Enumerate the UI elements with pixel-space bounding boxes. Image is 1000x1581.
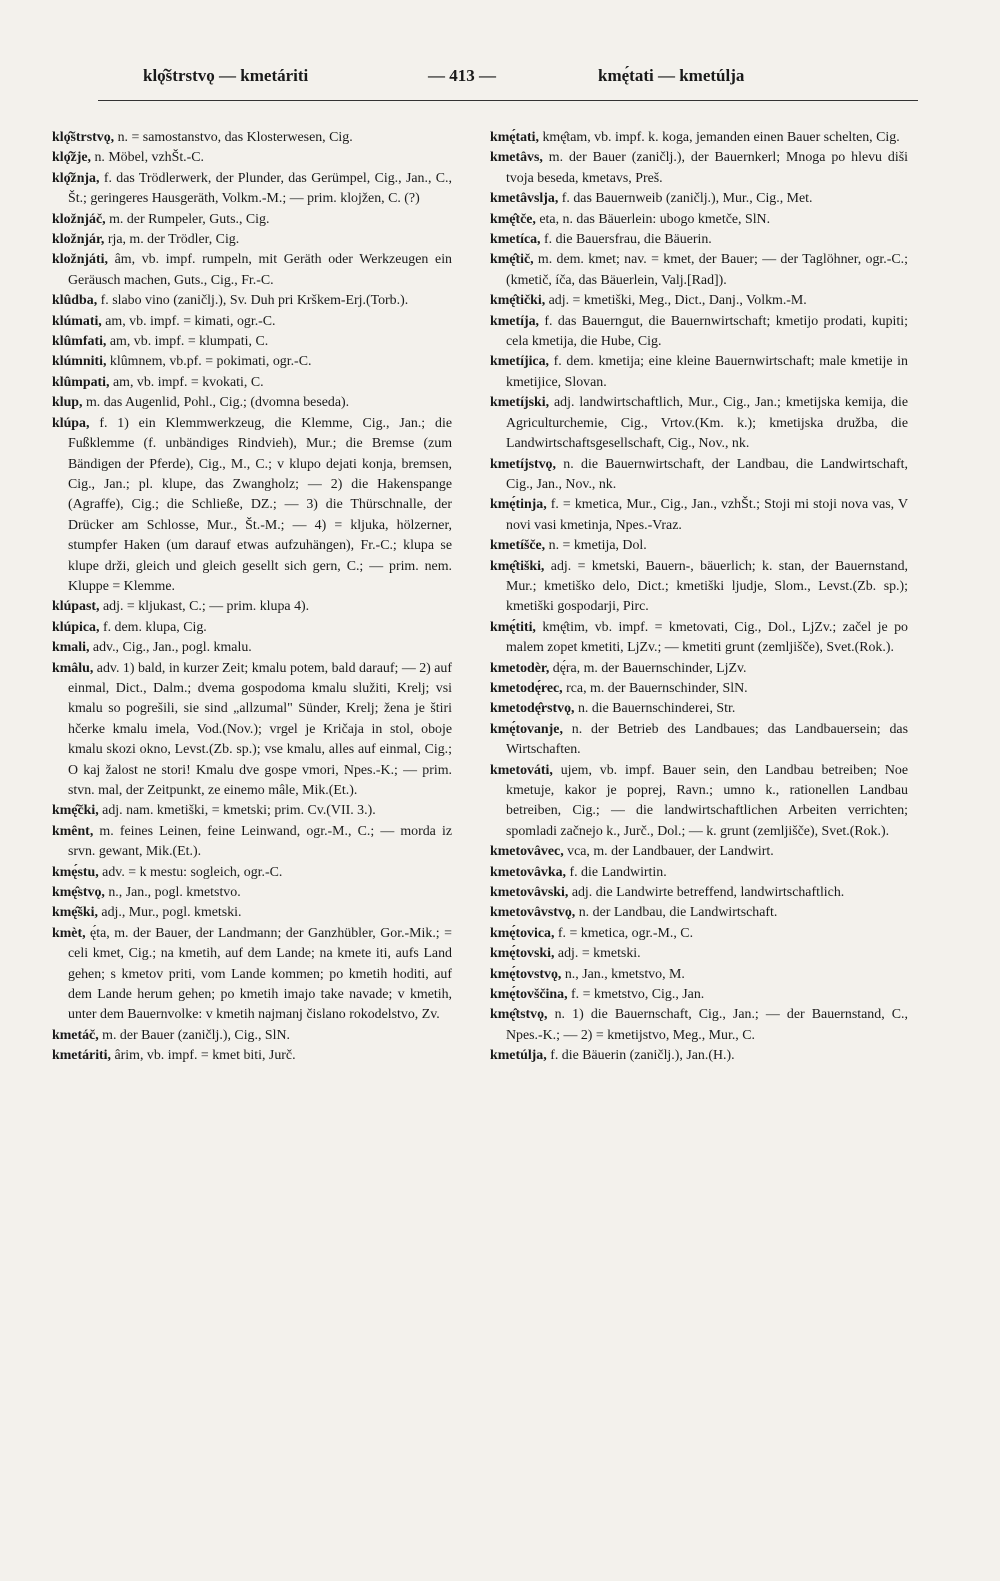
entry-headword: kmênt, [52,823,94,839]
dictionary-entry [52,883,452,903]
entry-headword: kmę́tovski, [490,946,555,962]
entry-definition: f. die Bauersfrau, die Bäuerin. [540,232,712,248]
entry-headword: kmę̂tče, [490,211,536,227]
entry-definition: rja, m. der Trödler, Cig. [104,232,240,248]
dictionary-entry [52,618,452,638]
running-header [98,66,918,90]
entry-definition: n. die Bauernschinderei, Str. [574,701,736,717]
entry-headword: kmâlu, [52,660,94,676]
entry-definition: n. der Landbau, die Landwirtschaft. [575,905,778,921]
entry-definition: adv. 1) bald, in kurzer Zeit; kmalu potem, bald darauf; — 2) auf einmal, Dict., Dalm.; dvema gospodoma kmalu služiti, Krelj; vsi kmalu so pogrešili, sie sind „allzumal" Sünder, Krelj; žena je štiri hčerke kmalu imela, Vod.(Nov.); vrgel je Kričaja in stol, oboje kmalu skozi okno, Levst.(Zb. sp.); vse kmalu, alles auf einmal, Cig.; O kaj žalost ne stori! Kmalu dve gospe vmori, Npes.-K.; — prim. stvn. mal, der Zeitpunkt, ze einemo mâle, Mik.(Et.). [68,660,452,798]
dictionary-entry [52,1046,452,1066]
entry-headword: kmetâvs, [490,150,543,166]
entry-headword: kmę́tovščina, [490,987,568,1003]
entry-headword: kmę̂stvǫ, [52,885,105,901]
entry-headword: klup, [52,395,83,411]
entry-definition: m. der Bauer (zaničlj.), Cig., SlN. [98,1027,291,1043]
entry-headword: klûmpati, [52,374,110,390]
dictionary-entry [52,250,452,291]
entry-definition: adj. die Landwirte betreffend, landwirtschaftlich. [568,885,845,901]
dictionary-entry [52,659,452,802]
entry-headword: klûdba, [52,293,98,309]
dictionary-entry [52,822,452,863]
entry-headword: kmetíšče, [490,538,546,554]
entry-headword: kmę́tati, [490,130,539,145]
dictionary-entry [490,128,908,148]
entry-definition: m. der Bauer (zaničlj.), der Bauernkerl; Mnoga po hlevu diši tvoja beseda, kmetavs, Preš. [506,150,908,186]
dictionary-entry [490,618,908,659]
entry-headword: klǫ̂žnja, [52,170,100,186]
dictionary-entry [490,924,908,944]
entry-definition: f. das Bauernweib (zaničlj.), Mur., Cig., Met. [558,191,813,207]
dictionary-entry [490,965,908,985]
entry-definition: f. das Trödlerwerk, der Plunder, das Gerümpel, Cig., Jan., C., Št.; geringeres Hausgeräth, Volkm.-M.; — prim. klojžen, C. (?) [68,170,452,207]
entry-definition: klûmnem, vb.pf. = pokimati, ogr.-C. [106,354,312,370]
entry-headword: kmę̂čki, [52,803,99,819]
entry-definition: m. der Rumpeler, Guts., Cig. [105,211,270,227]
entry-headword: kmę́tovstvǫ, [490,966,562,982]
entry-definition: f. = kmetica, Mur., Cig., Jan., vzhŠt.; Stoji mi stoji nova vas, V novi vasi kmetinja, Npes.-Vraz. [506,497,908,533]
entry-headword: klúpa, [52,415,90,431]
dictionary-entry [52,801,452,821]
entry-definition: n. der Betrieb des Landbaues; das Landbauersein; das Wirtschaften. [506,721,908,758]
entry-definition: am, vb. impf. = kimati, ogr.-C. [101,313,276,329]
entry-definition: dę́ra, m. der Bauernschinder, LjZv. [549,660,747,676]
entry-definition: ujem, vb. impf. Bauer sein, den Landbau betreiben; Noe kmetuje, kakor je poprej, Ravn.; umno k., rationellen Landbau betreiben, Cig.; — die landwirtschaftlichen Arbeiten verrichten; spomladi začnejo k., Jurč., Dol.; — k. grunt (zemljišče), Svet.(Rok.). [506,762,908,839]
entry-definition: m. dem. kmet; nav. = kmet, der Bauer; — der Taglöhner, ogr.-C.; (kmetič, íča, das Bäuerlein, Valj.[Rad]). [506,252,908,288]
dictionary-entry [490,189,908,209]
entry-definition: kmę̂tim, vb. impf. = kmetovati, Cig., Dol., LjZv.; začel je po malem zopet kmetiti, LjZv.; — kmetiti grunt (zemljišče), Svet.(Rok.). [506,619,908,656]
dictionary-entry [52,903,452,923]
entry-headword: klǫ̂žje, [52,150,91,166]
entry-definition: vca, m. der Landbauer, der Landwirt. [563,844,774,860]
dictionary-entry [490,393,908,454]
entry-definition: kmę̂tam, vb. impf. k. koga, jemanden einen Bauer schelten, Cig. [539,130,900,145]
entry-headword: kmę̂tstvǫ, [490,1007,548,1023]
dictionary-entry [52,128,452,148]
entry-headword: kmę́titi, [490,619,536,635]
entry-headword: klúmati, [52,313,102,329]
entry-headword: kmę̂tiški, [490,558,545,574]
dictionary-entry [490,536,908,556]
entry-headword: kmetáriti, [52,1048,112,1064]
entry-definition: n., Jan., pogl. kmetstvo. [104,885,241,901]
dictionary-entry [52,312,452,332]
entry-headword: kložnjár, [52,232,105,248]
dictionary-entry [52,230,452,250]
dictionary-entry [490,250,908,291]
entry-definition: adv., Cig., Jan., pogl. kmalu. [89,640,252,656]
dictionary-entry [490,659,908,679]
entry-headword: kmèt, [52,925,86,941]
entry-headword: kmetováti, [490,762,553,778]
dictionary-entry [52,638,452,658]
dictionary-entry [52,352,452,372]
entry-headword: kložnjáti, [52,252,108,268]
entry-headword: kložnjáč, [52,211,106,227]
entry-headword: kmetíjstvǫ, [490,456,556,472]
entry-definition: adj. = kmetiški, Meg., Dict., Danj., Volkm.-M. [545,293,807,309]
left-column [52,128,452,1067]
dictionary-entry [490,883,908,903]
entry-headword: kmetodèr, [490,660,550,676]
dictionary-entry [52,597,452,617]
dictionary-entry [490,455,908,496]
header-left-guideword: klǫ̂štrstvǫ — kmetáriti [143,66,309,85]
entry-definition: ę́ta, m. der Bauer, der Landmann; der Ganzhübler, Gor.-Mik.; = celi kmet, Cig.; na kmetih, auf dem Lande; na kmete iti, aufs Land gehen; s kmetov priti, vom Lande kommen; po kmetih hoditi, auf dem Lande herum gehen; po kmetih imajo take navade; v kmetih, unter dem Bauernvolke: v kmetih najmanj čislano rokodelstvo, Zv. [68,925,452,1023]
entry-headword: kmetíca, [490,232,541,248]
entry-definition: eta, n. das Bäuerlein: ubogo kmetče, SlN. [535,211,771,227]
entry-headword: kmetovâvka, [490,864,567,880]
entry-headword: kmę̂ški, [52,905,98,921]
dictionary-entry [490,699,908,719]
dictionary-entry [52,210,452,230]
entry-definition: f. dem. klupa, Cig. [99,619,207,635]
entry-headword: kmetúlja, [490,1048,547,1064]
dictionary-entry [52,148,452,168]
dictionary-entry [52,291,452,311]
dictionary-entry [52,414,452,598]
entry-definition: f. slabo vino (zaničlj.), Sv. Duh pri Krškem-Erj.(Torb.). [97,293,409,309]
entry-headword: kmę́tovanje, [490,721,563,737]
entry-definition: âm, vb. impf. rumpeln, mit Geräth oder Werkzeugen ein Geräusch machen, Guts., Cig., Fr.-C. [68,252,452,288]
dictionary-entry [52,1026,452,1046]
entry-headword: kmę́tinja, [490,497,547,513]
entry-definition: n. die Bauernwirtschaft, der Landbau, die Landwirtschaft, Cig., Jan., Nov., nk. [506,456,908,492]
entry-definition: f. die Landwirtin. [566,864,667,880]
right-column [490,128,908,1067]
dictionary-entry [490,230,908,250]
dictionary-entry [52,332,452,352]
dictionary-entry [490,863,908,883]
entry-definition: n. = kmetija, Dol. [545,538,647,554]
entry-definition: am, vb. impf. = kvokati, C. [109,374,264,390]
entry-definition: f. die Bäuerin (zaničlj.), Jan.(H.). [546,1048,735,1064]
entry-definition: adj. = kmetski, Bauern-, bäuerlich; k. stan, der Bauernstand, Mur.; kmetiško delo, Dict.; kmetiški ljudje, Slom., Levst.(Zb. sp.); kmetiški gospodarji, Pirc. [506,558,908,615]
entry-definition: f. = kmetica, ogr.-M., C. [554,925,694,941]
dictionary-entry [52,393,452,413]
entry-definition: n. 1) die Bauernschaft, Cig., Jan.; — der Bauernstand, C., Npes.-K.; — 2) = kmetijstvo, Meg., Mur., C. [506,1007,908,1043]
dictionary-entry [52,863,452,883]
entry-headword: kmę̂tič, [490,252,534,268]
entry-definition: ârim, vb. impf. = kmet biti, Jurč. [111,1048,296,1064]
dictionary-entry [490,557,908,618]
dictionary-entry [52,169,452,210]
header-right-guideword: kmę́tati — kmetúlja [598,66,745,85]
dictionary-entry [490,679,908,699]
dictionary-entry [490,761,908,843]
dictionary-entry [490,312,908,353]
dictionary-entry [490,720,908,761]
entry-headword: klǫ̂štrstvǫ, [52,130,115,145]
entry-headword: klúpica, [52,619,100,635]
entry-headword: kmetíjski, [490,395,550,411]
entry-definition: f. 1) ein Klemmwerkzeug, die Klemme, Cig., Jan.; die Fußklemme (f. unbändiges Rindvieh), Mur.; die Bremse (zum Bändigen der Pferde), Cig., M., C.; v klupo dejati konja, bremsen, Cig., Jan.; pl. klupe, das Zwangholz; — 2) die Hakenspange (Agraffe), Cig.; die Schließe, DZ.; — 3) die Thürschnalle, der Drücker am Schlosse, Mur., Št.-M.; — 4) = kljuka, hölzerner, stumpfer Haken (um darauf etwas aufzuhängen), Fr.-C.; klupa se klupe drži, gleich und gleich gesellt sich gern, C.; — prim. nem. Kluppe = Klemme. [68,415,452,594]
entry-headword: kmetâvslja, [490,191,559,207]
dictionary-entry [490,1046,908,1066]
entry-definition: adj. = kljukast, C.; — prim. klupa 4). [99,599,310,615]
dictionary-entry [52,373,452,393]
entry-headword: kmetovâvstvǫ, [490,905,576,921]
entry-headword: kmę́tovica, [490,925,555,941]
dictionary-entry [490,148,908,189]
entry-definition: adj. landwirtschaftlich, Mur., Cig., Jan.; kmetijska kemija, die Agriculturchemie, Cig., Vrtov.(Km. k.); kmetijska družba, die Landwirtschaftsgesellschaft, Cig., Nov., nk. [506,395,908,452]
dictionary-entry [490,944,908,964]
dictionary-entry [490,985,908,1005]
dictionary-entry [490,842,908,862]
entry-definition: rca, m. der Bauernschinder, SlN. [562,680,748,696]
dictionary-entry [490,210,908,230]
entry-definition: n. = samostanstvo, das Klosterwesen, Cig. [114,130,353,145]
entry-definition: adj., Mur., pogl. kmetski. [97,905,242,921]
header-rule [98,100,918,101]
entry-definition: f. = kmetstvo, Cig., Jan. [567,987,705,1003]
entry-headword: kmę́stu, [52,864,99,880]
entry-headword: kmetodę́rec, [490,680,563,696]
entry-headword: kmę̂tički, [490,293,546,309]
entry-headword: kmali, [52,640,90,656]
dictionary-entry [490,903,908,923]
entry-definition: n., Jan., kmetstvo, M. [561,966,685,982]
dictionary-entry [490,1005,908,1046]
entry-definition: f. dem. kmetija; eine kleine Bauernwirtschaft; male kmetije in kmetijice, Slovan. [506,354,908,390]
dictionary-entry [490,495,908,536]
entry-headword: klúpast, [52,599,100,615]
entry-definition: adj. nam. kmetiški, = kmetski; prim. Cv.(VII. 3.). [98,803,376,819]
page-number: — 413 — [428,66,496,85]
entry-headword: kmetodę̂rstvǫ, [490,701,575,717]
entry-definition: adj. = kmetski. [554,946,641,962]
entry-headword: klûmfati, [52,334,107,350]
entry-definition: f. das Bauerngut, die Bauernwirtschaft; kmetijo prodati, kupiti; cela kmetija, die Hube, Cig. [506,313,908,350]
entry-definition: am, vb. impf. = klumpati, C. [106,334,269,350]
entry-headword: kmetíjica, [490,354,550,370]
dictionary-entry [52,924,452,1026]
entry-headword: klúmniti, [52,354,107,370]
entry-headword: kmetovâvec, [490,844,564,860]
entry-definition: adv. = k mestu: sogleich, ogr.-C. [98,864,283,880]
entry-definition: n. Möbel, vzhŠt.-C. [90,150,205,166]
dictionary-entry [490,352,908,393]
entry-definition: m. das Augenlid, Pohl., Cig.; (dvomna beseda). [82,395,350,411]
dictionary-entry [490,291,908,311]
entry-headword: kmetíja, [490,313,539,329]
entry-definition: m. feines Leinen, feine Leinwand, ogr.-M., C.; — morda iz srvn. gewant, Mik.(Et.). [68,823,452,860]
entry-headword: kmetáč, [52,1027,99,1043]
entry-headword: kmetovâvski, [490,885,569,901]
